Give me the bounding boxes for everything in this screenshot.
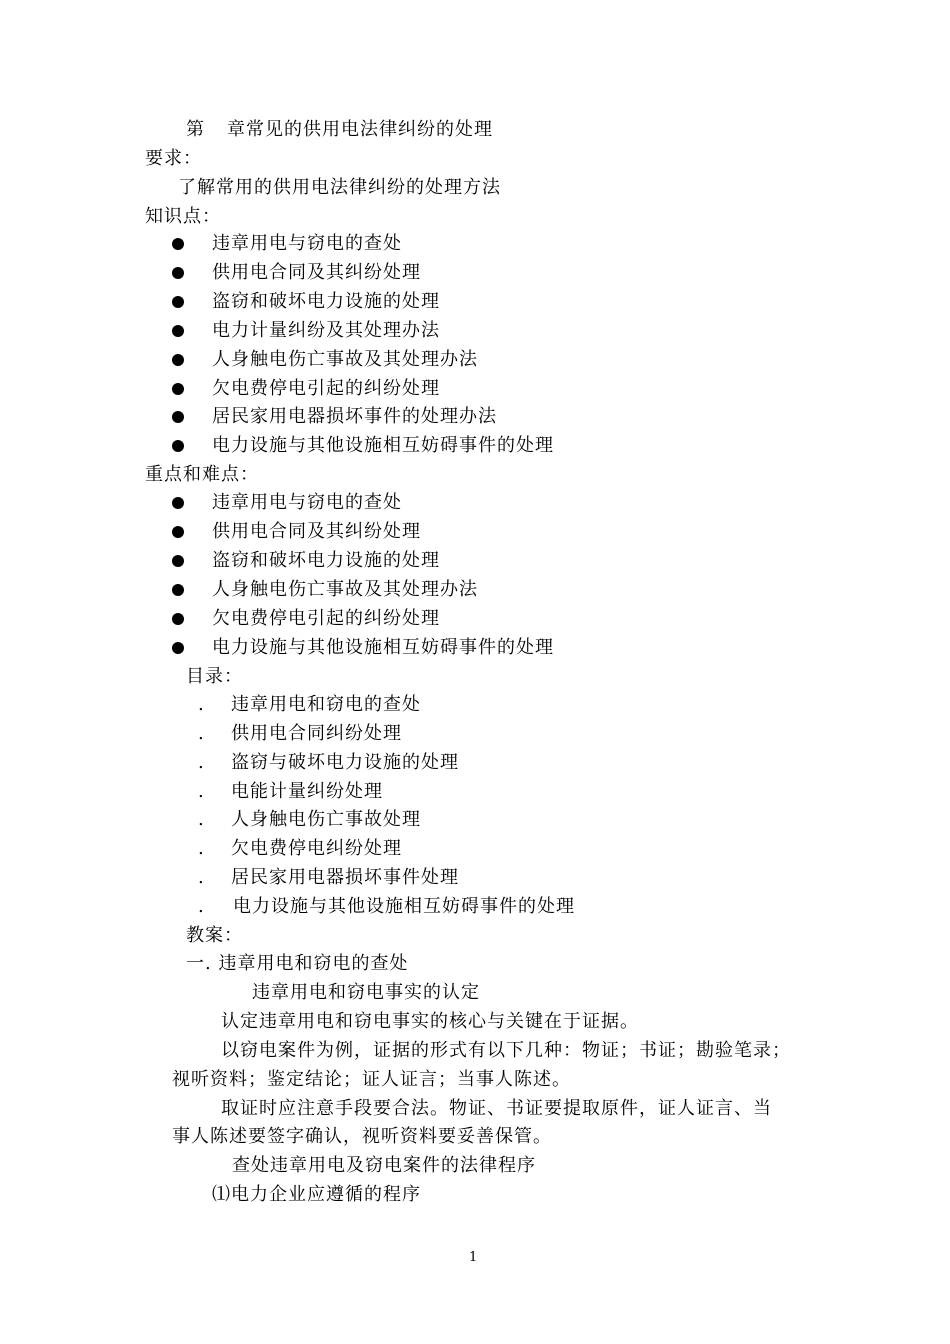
list-item: 供用电合同及其纠纷处理 <box>212 262 421 283</box>
toc-marker: . <box>198 694 204 715</box>
bullet-icon <box>172 497 184 509</box>
list-item: 电力设施与其他设施相互妨碍事件的处理 <box>212 637 554 658</box>
toc-marker: . <box>198 752 204 773</box>
toc-marker: . <box>198 896 204 917</box>
bullet-icon <box>172 642 184 654</box>
list-item: 人身触电伤亡事故及其处理办法 <box>212 349 478 370</box>
toc-label: 目录： <box>186 666 243 687</box>
bullet-icon <box>172 354 184 366</box>
list-item: 居民家用电器损坏事件的处理办法 <box>212 406 497 427</box>
list-item: 欠电费停电引起的纠纷处理 <box>212 378 440 399</box>
toc-marker: . <box>198 809 204 830</box>
bullet-icon <box>172 296 184 308</box>
list-item: 人身触电伤亡事故及其处理办法 <box>212 579 478 600</box>
toc-item: 电力设施与其他设施相互妨碍事件的处理 <box>233 896 575 917</box>
bullet-icon <box>172 526 184 538</box>
bullet-icon <box>172 555 184 567</box>
list-item: 盗窃和破坏电力设施的处理 <box>212 291 440 312</box>
chapter-prefix: 第 <box>186 119 205 140</box>
list-item: 盗窃和破坏电力设施的处理 <box>212 550 440 571</box>
toc-item: 盗窃与破坏电力设施的处理 <box>231 752 459 773</box>
requirements-label: 要求： <box>145 148 202 169</box>
bullet-icon <box>172 411 184 423</box>
bullet-icon <box>172 440 184 452</box>
list-item: 电力计量纠纷及其处理办法 <box>212 320 440 341</box>
toc-marker: . <box>198 723 204 744</box>
bullet-icon <box>172 238 184 250</box>
toc-item: 违章用电和窃电的查处 <box>231 694 421 715</box>
page-number: 1 <box>469 1250 478 1265</box>
toc-item: 人身触电伤亡事故处理 <box>231 809 421 830</box>
key-points-label: 重点和难点： <box>145 464 259 485</box>
toc-marker: . <box>198 867 204 888</box>
toc-marker: . <box>198 781 204 802</box>
bullet-icon <box>172 267 184 279</box>
bullet-icon <box>172 613 184 625</box>
requirements-text: 了解常用的供用电法律纠纷的处理方法 <box>178 177 501 198</box>
subsection-heading: 查处违章用电及窃电案件的法律程序 <box>232 1155 536 1176</box>
section-heading: 一. 违章用电和窃电的查处 <box>186 953 409 974</box>
bullet-icon <box>172 383 184 395</box>
toc-marker: . <box>198 838 204 859</box>
lesson-plan-label: 教案： <box>186 925 243 946</box>
knowledge-label: 知识点： <box>145 206 221 227</box>
paragraph: 取证时应注意手段要合法。物证、书证要提取原件，证人证言、当 <box>221 1098 772 1119</box>
toc-item: 电能计量纠纷处理 <box>231 781 383 802</box>
list-item: ⑴电力企业应遵循的程序 <box>212 1184 421 1205</box>
list-item: 电力设施与其他设施相互妨碍事件的处理 <box>212 435 554 456</box>
toc-item: 欠电费停电纠纷处理 <box>231 838 402 859</box>
paragraph: 视听资料；鉴定结论；证人证言；当事人陈述。 <box>172 1069 571 1090</box>
chapter-title: 章常见的供用电法律纠纷的处理 <box>227 119 493 140</box>
list-item: 欠电费停电引起的纠纷处理 <box>212 608 440 629</box>
subsection-heading: 违章用电和窃电事实的认定 <box>252 982 480 1003</box>
paragraph: 事人陈述要签字确认，视听资料要妥善保管。 <box>172 1126 552 1147</box>
bullet-icon <box>172 584 184 596</box>
paragraph: 以窃电案件为例，证据的形式有以下几种：物证；书证；勘验笔录； <box>221 1040 791 1061</box>
bullet-icon <box>172 325 184 337</box>
paragraph: 认定违章用电和窃电事实的核心与关键在于证据。 <box>221 1011 639 1032</box>
toc-item: 供用电合同纠纷处理 <box>231 723 402 744</box>
list-item: 供用电合同及其纠纷处理 <box>212 521 421 542</box>
list-item: 违章用电与窃电的查处 <box>212 492 402 513</box>
list-item: 违章用电与窃电的查处 <box>212 233 402 254</box>
toc-item: 居民家用电器损坏事件处理 <box>231 867 459 888</box>
